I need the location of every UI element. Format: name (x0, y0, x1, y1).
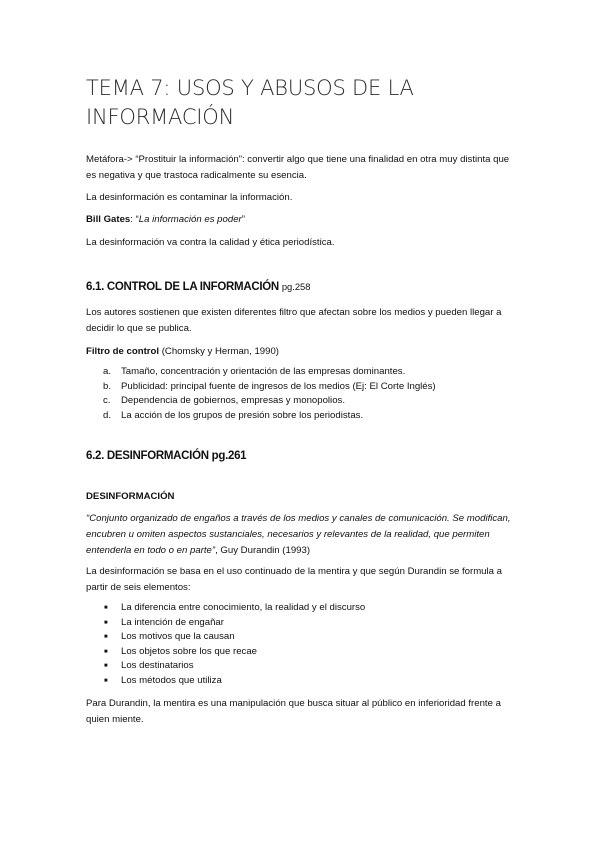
list-item: d. La acción de los grupos de presión sobre los periodistas. (103, 409, 364, 421)
title-line-2: INFORMACIÓN (86, 105, 235, 129)
square-bullet-icon: ■ (104, 605, 108, 611)
filter-citation: (Chomsky y Herman, 1990) (159, 346, 279, 357)
closing-paragraph: Para Durandin, la mentira es una manipulación que busca situar al público en inferioridad frente a quien miente. (86, 698, 501, 725)
section-1-page-ref: pg.258 (281, 281, 311, 292)
square-bullet-icon: ■ (104, 619, 108, 626)
list-item: ■ Los objetos sobre los que recae (103, 645, 523, 660)
list-item: ■ Los destinatarios (103, 659, 523, 674)
list-item: ■ Los métodos que utiliza (103, 674, 523, 689)
quote-end: ” (241, 214, 245, 225)
section-heading-control (86, 281, 311, 293)
square-bullet-icon: ■ (104, 677, 108, 684)
durandin-elements-list (103, 601, 523, 688)
disinfo-definition: La desinformación es contaminar la información. (86, 192, 293, 203)
durandin-paragraph: La desinformación se basa en el uso continuado de la mentira y que según Durandin se formula a partir de seis elementos: (86, 566, 502, 593)
list-item: ■ La intención de engañar (103, 616, 523, 631)
square-bullet-icon: ■ (104, 634, 108, 640)
quote-separator: : “ (130, 214, 139, 225)
page-title (86, 74, 526, 132)
filter-label (86, 344, 518, 360)
disinfo-ethics: La desinformación va contra la calidad y ética periodística. (86, 237, 335, 248)
metaphor-paragraph: Metáfora-> “Prostituir la información”: convertir algo que tiene una finalidad en otra muy distinta que es negativa y que trastoca radicalmente su esencia. (86, 154, 510, 181)
definition-quote (86, 511, 518, 559)
subheading-desinformacion: DESINFORMACIÓN (86, 491, 175, 502)
square-bullet-icon: ■ (104, 663, 108, 669)
control-filter-list (103, 365, 523, 423)
filter-title: Filtro de control (86, 346, 160, 357)
list-item: a. Tamaño, concentración y orientación de las empresas dominantes. (103, 366, 406, 377)
definition-quote-text: “Conjunto organizado de engaños a través de los medios y canales de comunicación. Se modifican, encubren u omiten aspectos sustanciales, necesarios y relevantes de la realidad, que permiten entenderla en todo o en parte” (86, 513, 511, 556)
authors-paragraph: Los autores sostienen que existen diferentes filtro que afectan sobre los medios y pueden llegar a decidir lo que se publica. (86, 307, 502, 334)
section-1-title: 6.1. CONTROL DE LA INFORMACIÓN (86, 281, 279, 293)
list-item: ■ La diferencia entre conocimiento, la realidad y el discurso (103, 601, 523, 616)
title-line-1: TEMA 7: USOS Y ABUSOS DE LA (86, 76, 414, 100)
quote-author: Bill Gates (86, 214, 131, 225)
list-item: b. Publicidad: principal fuente de ingresos de los medios (Ej: El Corte Inglés) (103, 380, 436, 392)
bill-gates-quote (86, 212, 518, 228)
section-heading-desinformacion: 6.2. DESINFORMACIÓN pg.261 (86, 450, 247, 462)
square-bullet-icon: ■ (104, 648, 108, 655)
quote-text: La información es poder (138, 214, 242, 225)
list-item: c. Dependencia de gobiernos, empresas y monopolios. (103, 395, 345, 406)
list-item: ■ Los motivos que la causan (103, 630, 523, 645)
definition-quote-author: , Guy Durandin (1993) (215, 545, 311, 556)
